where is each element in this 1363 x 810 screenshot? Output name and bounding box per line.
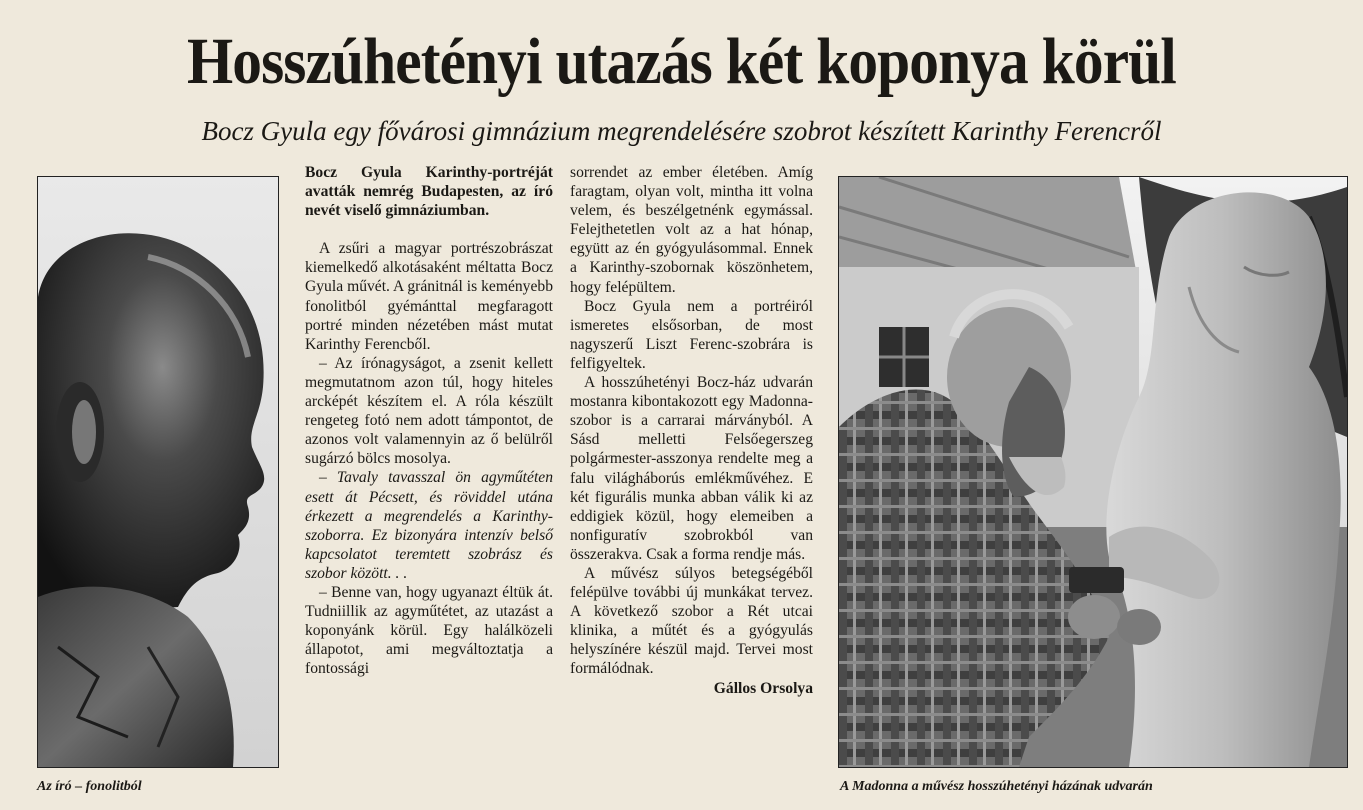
madonna-photo [838, 176, 1348, 768]
article-question: – Tavaly tavasszal ön agyműtéten esett át Pécsett, és röviddel utána érkezett a megrendelés a Karinthy-szoborra. Ez bizonyára intenzív belső kapcsolatot teremtett szobrász és szobor között. . . [305, 469, 553, 582]
article-paragraph: – Az írónagyságot, a zsenit kellett megmutatnom azon túl, hogy hiteles arcképét készítem el. A róla készült rengeteg fotó nem adott támpontot, de azonos volt valamennyin az ő belülről sugárzó bölcs mosolya. [305, 354, 553, 468]
left-photo-caption: Az író – fonolitból [37, 779, 142, 794]
article-column-2 [570, 163, 813, 698]
bust-photo [37, 176, 279, 768]
author-byline: Gállos Orsolya [713, 679, 813, 697]
article-paragraph: A hosszúhetényi Bocz-ház udvarán mostanra kibontakozott egy Madonna-szobor is a carrarai márványból. A Sásd melletti Felsőegerszeg polgármester-asszonya rendelte meg a falu világháborús emlékművéhez. E két figurális munka abban válik ki az eddigiek közül, hogy elemeiben a nonfiguratív szobrokból van összerakva. Csak a forma rendje más. [570, 374, 813, 563]
article-lead: Bocz Gyula Karinthy-portréját avatták nemrég Budapesten, az író nevét viselő gimnáziumban. [305, 164, 553, 220]
madonna-photo-image [839, 177, 1347, 767]
article-paragraph: A zsűri a magyar portrészobrászat kiemelkedő alkotásaként méltatta Bocz Gyula művét. A gránitnál is keményebb fonolitból gyémánttal megfaragott portré minden nézetében mást mutat Karinthy Ferencből. [305, 240, 553, 353]
article-paragraph: Bocz Gyula nem a portréiról ismeretes elsősorban, de most nagyszerű Liszt Ferenc-szobrára is felfigyeltek. [570, 297, 813, 372]
article-paragraph: sorrendet az ember életében. Amíg faragtam, olyan volt, mintha itt volna velem, és beszélgetnénk egymással. Felejthetetlen volt az a hat hónap, együtt az én gyógyulásommal. Ennek a Karinthy-szobornak köszönhetem, hogy felépültem. [570, 164, 813, 296]
headline: Hosszúhetényi utazás két koponya körül [186, 25, 1176, 98]
right-photo-caption: A Madonna a művész hosszúhetényi házának udvarán [840, 779, 1153, 794]
article-paragraph: A művész súlyos betegségéből felépülve további új munkákat tervez. A következő szobor a Rét utcai klinika, a műtét és a gyógyulás helyszínére készül majd. Tervei most formálódnak. [570, 564, 813, 678]
article-paragraph: – Benne van, hogy ugyanazt éltük át. Tudniillik az agyműtétet, az utazást a koponyánk körül. Egy halálközeli állapotot, ami megváltoztatja a fontossági [305, 583, 553, 678]
bust-photo-image [38, 177, 278, 767]
article-column-1 [305, 163, 553, 678]
subheadline: Bocz Gyula egy fővárosi gimnázium megrendelésére szobrot készített Karinthy Ferencről [201, 116, 1162, 146]
